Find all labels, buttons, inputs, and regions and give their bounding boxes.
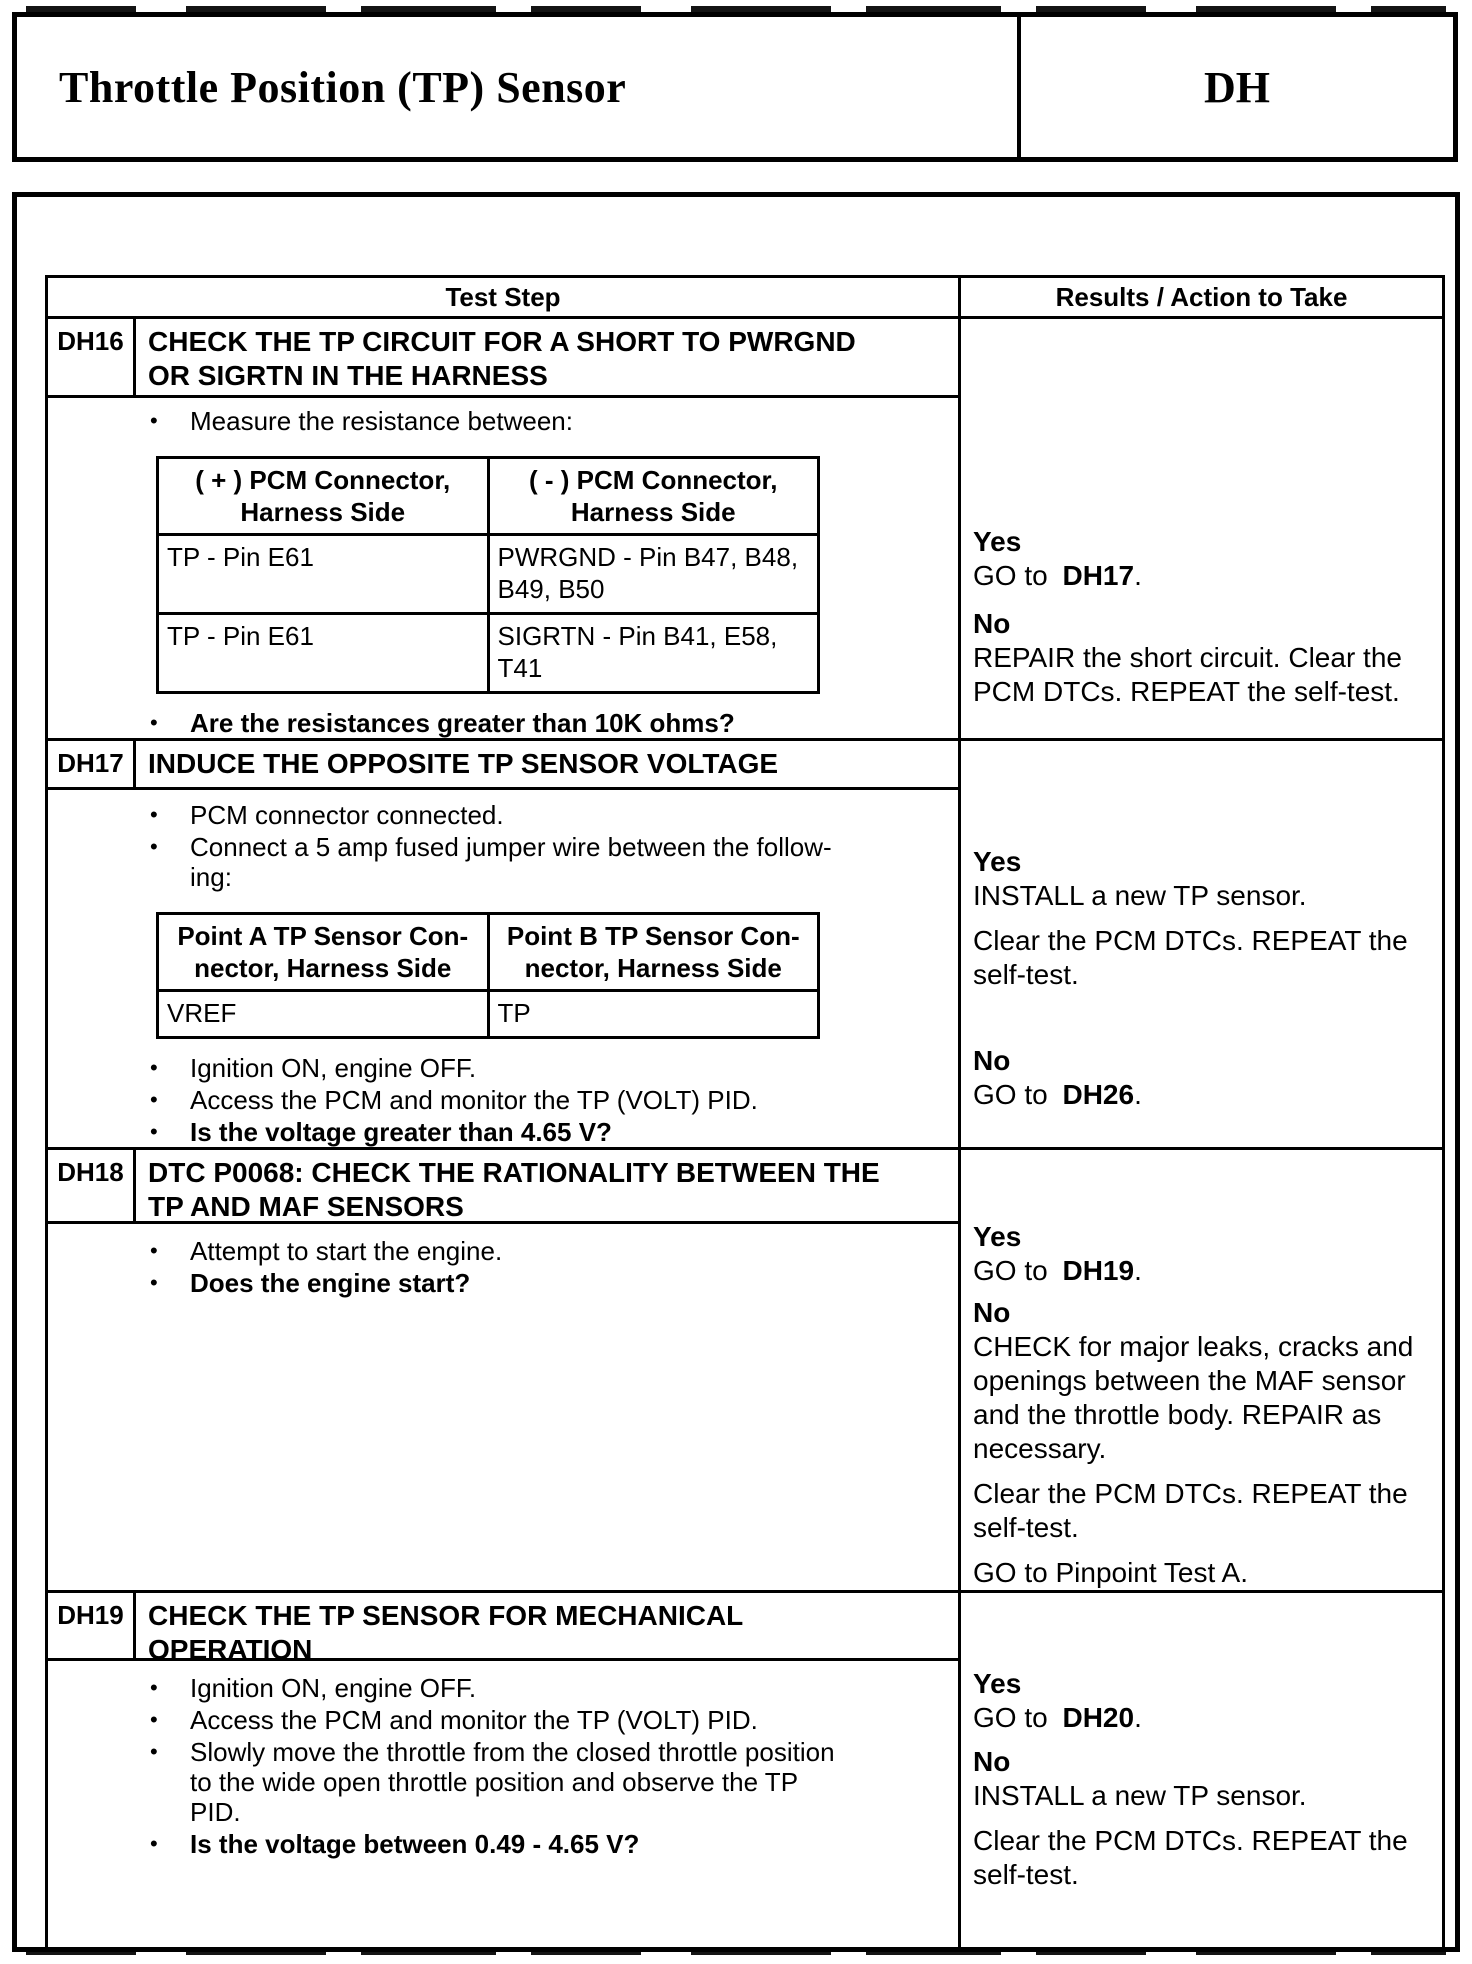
page-header-box: [12, 12, 1458, 162]
instruction-text: PCM connector connected.: [190, 800, 504, 830]
bullet-icon: •: [150, 1119, 158, 1144]
page-title-cell: [17, 17, 1021, 157]
result-group-no: [973, 607, 1436, 709]
step-results-cell: [961, 319, 1442, 738]
instruction-bullet: [48, 1085, 958, 1115]
page-title: Throttle Position (TP) Sensor: [59, 62, 627, 112]
bullet-icon: •: [150, 1087, 158, 1112]
connector-table-cell: TP - Pin E61: [158, 535, 489, 614]
result-line: Clear the PCM DTCs. REPEAT the: [973, 1825, 1408, 1856]
step-reference: DH26: [1062, 1079, 1135, 1110]
step-id: DH17: [48, 741, 136, 787]
connector-table-header-cell: ( - ) PCM Connector, Harness Side: [488, 458, 819, 535]
result-line: Clear the PCM DTCs. REPEAT the: [973, 925, 1408, 956]
connector-table-cell: TP: [488, 991, 819, 1038]
result-line: openings between the MAF sensor: [973, 1365, 1406, 1396]
step-id: DH19: [48, 1593, 136, 1658]
step-id: DH18: [48, 1150, 136, 1221]
step-reference: DH17: [1062, 560, 1135, 591]
result-line: GO to DH20.: [973, 1702, 1142, 1733]
instruction-text: Access the PCM and monitor the TP (VOLT) PID.: [190, 1705, 758, 1735]
instruction-bullet: [48, 1673, 958, 1703]
step-title: DTC P0068: CHECK THE RATIONALITY BETWEEN THE TP AND MAF SENSORS: [148, 1157, 880, 1222]
test-step-cell: [48, 741, 961, 1147]
bullet-icon: •: [150, 1739, 158, 1764]
bullet-icon: •: [150, 710, 158, 735]
test-step-cell: [48, 1150, 961, 1590]
result-group-no: [973, 1044, 1436, 1112]
connector-table-row: [158, 614, 819, 693]
result-heading: No: [973, 1746, 1011, 1777]
result-group-no: [973, 1745, 1436, 1892]
step-reference: DH19: [1062, 1255, 1135, 1286]
instruction-bullet: [48, 1268, 958, 1298]
instruction-text: Slowly move the throttle from the closed throttle position to the wide open throttle position and observe the TP PID.: [190, 1737, 835, 1827]
test-steps-container: [48, 319, 1442, 1949]
step-id: DH16: [48, 319, 136, 395]
step-title: INDUCE THE OPPOSITE TP SENSOR VOLTAGE: [148, 748, 779, 779]
result-line: GO to DH17.: [973, 560, 1142, 591]
result-heading: No: [973, 608, 1011, 639]
result-heading: Yes: [973, 846, 1022, 877]
bullet-icon: •: [150, 1707, 158, 1732]
test-step-cell: [48, 319, 961, 738]
instruction-bullet: [48, 406, 958, 436]
main-content-box: [12, 192, 1460, 1952]
step-results-cell: [961, 1593, 1442, 1949]
connector-table-cell: VREF: [158, 991, 489, 1038]
result-line: CHECK for major leaks, cracks and: [973, 1331, 1414, 1362]
result-group-no: [973, 1296, 1436, 1590]
instruction-text: Ignition ON, engine OFF.: [190, 1053, 477, 1083]
test-step-row-dh19: [48, 1593, 1442, 1949]
result-line: INSTALL a new TP sensor.: [973, 880, 1307, 911]
step-instructions: [48, 1661, 958, 1949]
result-heading: No: [973, 1297, 1011, 1328]
result-paragraph: [973, 1779, 1436, 1813]
result-group-yes: [973, 525, 1436, 593]
step-results-cell: [961, 1150, 1442, 1590]
instruction-text: Measure the resistance between:: [190, 406, 573, 436]
connector-table-header-row: [158, 458, 819, 535]
result-heading: No: [973, 1045, 1011, 1076]
instruction-bullet: [48, 1737, 958, 1827]
result-heading: Yes: [973, 1668, 1022, 1699]
pinpoint-test-code: DH: [1204, 62, 1270, 112]
table-header-row: [48, 278, 1442, 319]
result-paragraph: [973, 559, 1436, 593]
step-results-cell: [961, 741, 1442, 1147]
result-line: Clear the PCM DTCs. REPEAT the: [973, 1478, 1408, 1509]
result-line: GO to DH26.: [973, 1079, 1142, 1110]
instruction-text: Access the PCM and monitor the TP (VOLT) PID.: [190, 1085, 758, 1115]
result-line: GO to DH19.: [973, 1255, 1142, 1286]
step-instructions: [48, 790, 958, 1147]
step-instructions: [48, 1224, 958, 1586]
instruction-bullet: [48, 1236, 958, 1266]
connector-table-header-cell: ( + ) PCM Connector, Harness Side: [158, 458, 489, 535]
connector-table-cell: SIGRTN - Pin B41, E58, T41: [488, 614, 819, 693]
result-paragraph: [973, 1556, 1436, 1590]
question-text: Are the resistances greater than 10K ohms?: [190, 708, 735, 738]
connector-table-row: [158, 991, 819, 1038]
instruction-bullet: [48, 1117, 958, 1147]
connector-table-header-cell: Point A TP Sensor Con- nector, Harness Side: [158, 914, 489, 991]
bullet-icon: •: [150, 1238, 158, 1263]
question-text: Is the voltage greater than 4.65 V?: [190, 1117, 612, 1147]
result-heading: Yes: [973, 1221, 1022, 1252]
result-line: PCM DTCs. REPEAT the self-test.: [973, 676, 1400, 707]
column-header-results: Results / Action to Take: [1055, 282, 1348, 312]
instruction-bullet: [48, 708, 958, 738]
result-group-yes: [973, 1667, 1436, 1735]
pinpoint-test-table: [45, 275, 1445, 1952]
instruction-bullet: [48, 1705, 958, 1735]
connector-table-header-row: [158, 914, 819, 991]
result-line: self-test.: [973, 1859, 1079, 1890]
result-line: REPAIR the short circuit. Clear the: [973, 642, 1402, 673]
bullet-icon: •: [150, 1675, 158, 1700]
result-paragraph: [973, 924, 1436, 992]
connector-table-cell: PWRGND - Pin B47, B48, B49, B50: [488, 535, 819, 614]
instruction-text: Attempt to start the engine.: [190, 1236, 503, 1266]
connector-table: [156, 456, 820, 694]
result-paragraph: [973, 1078, 1436, 1112]
result-paragraph: [973, 879, 1436, 913]
result-group-yes: [973, 1220, 1436, 1288]
result-paragraph: [973, 1701, 1436, 1735]
result-line: self-test.: [973, 1512, 1079, 1543]
bullet-icon: •: [150, 1055, 158, 1080]
step-title-row: [48, 741, 958, 790]
result-paragraph: [973, 1824, 1436, 1892]
result-line: and the throttle body. REPAIR as: [973, 1399, 1382, 1430]
connector-table-cell: TP - Pin E61: [158, 614, 489, 693]
test-step-row-dh17: [48, 741, 1442, 1150]
result-paragraph: [973, 1254, 1436, 1288]
step-title-row: [48, 319, 958, 398]
instruction-bullet: [48, 1829, 958, 1859]
result-line: GO to Pinpoint Test A.: [973, 1557, 1248, 1588]
step-title-row: [48, 1593, 958, 1665]
instruction-text: Connect a 5 amp fused jumper wire between the follow- ing:: [190, 832, 832, 892]
connector-table-header-cell: Point B TP Sensor Con- nector, Harness Side: [488, 914, 819, 991]
result-heading: Yes: [973, 526, 1022, 557]
instruction-bullet: [48, 800, 958, 830]
instruction-text: Ignition ON, engine OFF.: [190, 1673, 477, 1703]
step-reference: DH20: [1062, 1702, 1135, 1733]
test-step-row-dh18: [48, 1150, 1442, 1593]
question-text: Does the engine start?: [190, 1268, 471, 1298]
bullet-icon: •: [150, 1831, 158, 1856]
result-paragraph: [973, 1477, 1436, 1545]
result-paragraph: [973, 641, 1436, 709]
test-step-row-dh16: [48, 319, 1442, 741]
connector-table-row: [158, 535, 819, 614]
instruction-bullet: [48, 832, 958, 892]
result-line: necessary.: [973, 1433, 1107, 1464]
bullet-icon: •: [150, 834, 158, 859]
connector-table: [156, 912, 820, 1039]
bullet-icon: •: [150, 1270, 158, 1295]
instruction-bullet: [48, 1053, 958, 1083]
bullet-icon: •: [150, 408, 158, 433]
result-line: self-test.: [973, 959, 1079, 990]
column-header-test-step: Test Step: [48, 278, 961, 316]
result-paragraph: [973, 1330, 1436, 1466]
bullet-icon: •: [150, 802, 158, 827]
pinpoint-test-code-cell: [1021, 17, 1453, 157]
test-step-cell: [48, 1593, 961, 1949]
step-title: CHECK THE TP SENSOR FOR MECHANICAL OPERATION: [148, 1600, 744, 1665]
question-text: Is the voltage between 0.49 - 4.65 V?: [190, 1829, 640, 1859]
step-instructions: [48, 398, 958, 738]
step-title: CHECK THE TP CIRCUIT FOR A SHORT TO PWRGND OR SIGRTN IN THE HARNESS: [148, 326, 856, 391]
result-group-yes: [973, 845, 1436, 992]
result-line: INSTALL a new TP sensor.: [973, 1780, 1307, 1811]
step-title-row: [48, 1150, 958, 1224]
